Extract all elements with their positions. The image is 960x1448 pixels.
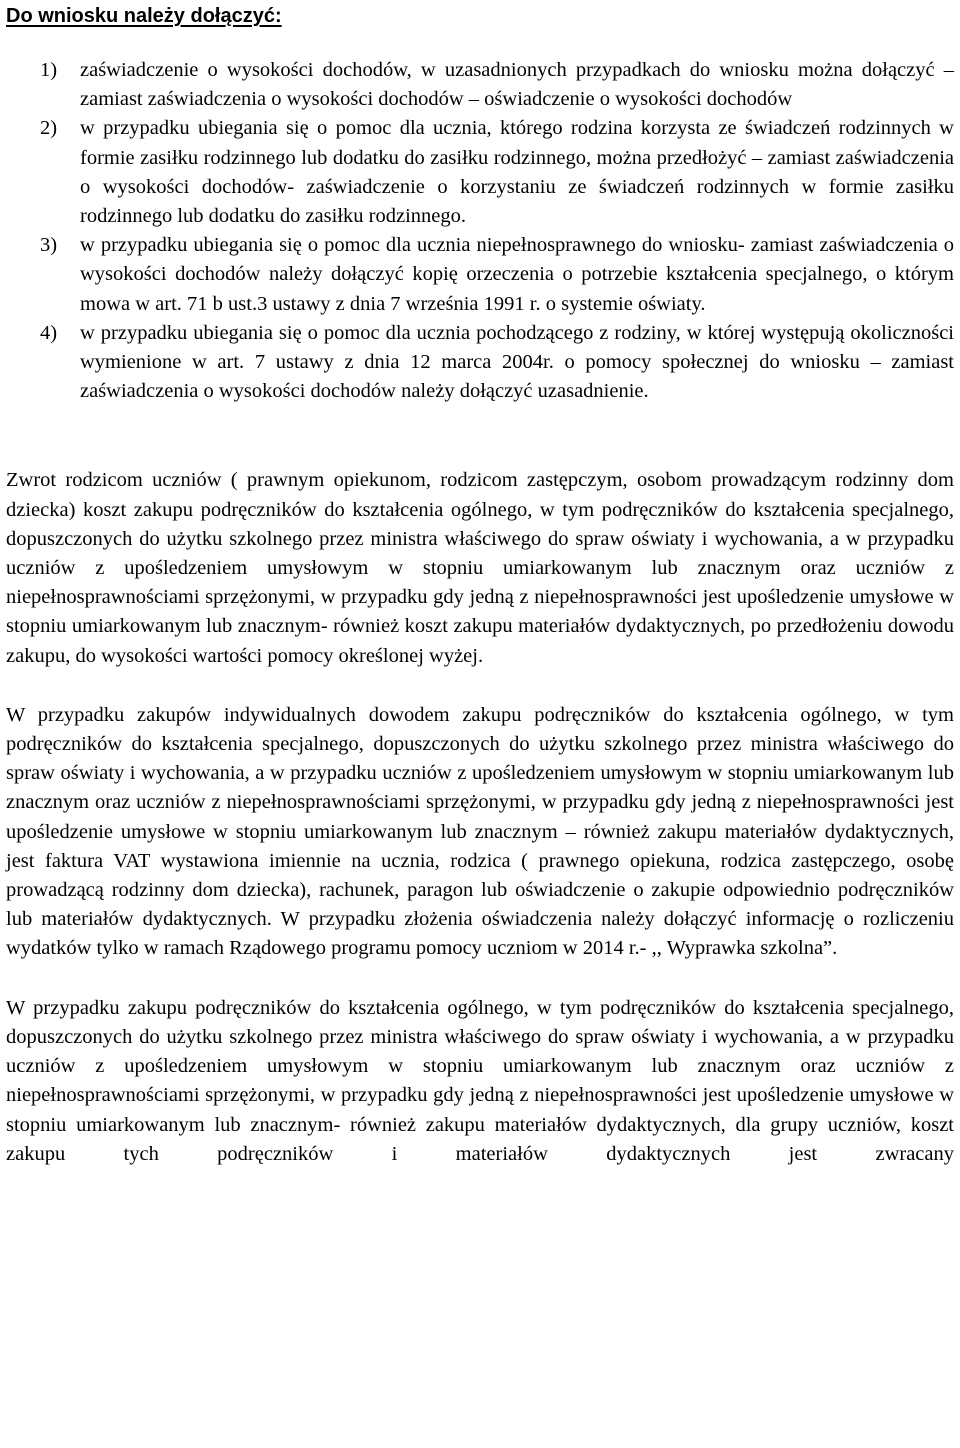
- list-item-number: 4): [40, 321, 58, 344]
- list-item: [6, 231, 954, 319]
- list-item-number: 1): [40, 59, 58, 81]
- list-item: [6, 319, 954, 407]
- refund-paragraph: Zwrot rodzicom uczniów ( prawnym opiekunom, rodzicom zastępczym, osobom prowadzącym rodzinny dom dziecka) koszt zakupu podręczników do kształcenia ogólnego, w tym podręczników do kształcenia specjalnego, dopuszczonych do użytku szkolnego przez ministra właściwego do spraw oświaty i wychowania, a w przypadku uczniów z upośledzeniem umysłowym w stopniu umiarkowanym lub znacznym oraz uczniów z niepełnosprawnościami sprzężonymi, w przypadku gdy jedną z niepełnosprawności jest upośledzenie umysłowe w stopniu umiarkowanym lub znacznym- również koszt zakupu materiałów dydaktycznych, po przedłożeniu dowodu zakupu, do wysokości wartości pomocy określonej wyżej.: [6, 469, 954, 667]
- list-item-number: 3): [40, 234, 58, 257]
- list-item-number: 2): [40, 117, 58, 140]
- list-item: [6, 56, 954, 114]
- individual-purchase-paragraph: W przypadku zakupów indywidualnych dowodem zakupu podręczników do kształcenia ogólnego, w tym podręczników do kształcenia specjalnego, dopuszczonych do użytku szkolnego przez ministra właściwego do spraw oświaty i wychowania, a w przypadku uczniów z upośledzeniem umysłowym w stopniu umiarkowanym lub znacznym oraz uczniów z niepełnosprawnościami sprzężonymi, w przypadku gdy jedną z niepełnosprawności jest upośledzenie umysłowe w stopniu umiarkowanym lub znacznym – również zakupu materiałów dydaktycznych, jest faktura VAT wystawiona imiennie na ucznia, rodzica ( prawnego opiekuna, rodzica zastępczego, osobę prowadzącą rodzinny dom dziecka), rachunek, paragon lub oświadczenie o zakupie odpowiednio podręczników lub materiałów dydaktycznych. W przypadku złożenia oświadczenia należy dołączyć informację o rozliczeniu wydatków tylko w ramach Rządowego programu pomocy uczniom w 2014 r.- ,, Wyprawka szkolna”.: [6, 703, 954, 960]
- list-item: [6, 114, 954, 231]
- list-item-text: zaświadczenie o wysokości dochodów, w uzasadnionych przypadkach do wniosku można dołączyć – zamiast zaświadczenia o wysokości dochodów – oświadczenie o wysokości dochodów: [80, 59, 954, 111]
- group-purchase-paragraph: W przypadku zakupu podręczników do kształcenia ogólnego, w tym podręczników do kształcenia specjalnego, dopuszczonych do użytku szkolnego przez ministra właściwego do spraw oświaty i wychowania, a w przypadku uczniów z upośledzeniem umysłowym w stopniu umiarkowanym lub znacznym oraz uczniów z niepełnosprawnościami sprzężonymi, w przypadku gdy jedną z niepełnosprawności jest upośledzenie umysłowe w stopniu umiarkowanym lub znacznym- również zakupu materiałów dydaktycznych, dla grupy uczniów, koszt zakupu tych podręczników i materiałów dydaktycznych jest zwracany: [6, 996, 954, 1165]
- list-item-text: w przypadku ubiegania się o pomoc dla ucznia niepełnosprawnego do wniosku- zamiast zaświadczenia o wysokości dochodów należy dołączyć kopię orzeczenia o potrzebie kształcenia specjalnego, o którym mowa w art. 71 b ust.3 ustawy z dnia 7 września 1991 r. o systemie oświaty.: [80, 234, 954, 315]
- list-item-text: w przypadku ubiegania się o pomoc dla ucznia, którego rodzina korzysta ze świadczeń rodzinnych w formie zasiłku rodzinnego lub dodatku do zasiłku rodzinnego, można przedłożyć – zamiast zaświadczenia o wysokości dochodów- zaświadczenie o korzystaniu ze świadczeń rodzinnych w formie zasiłku rodzinnego lub dodatku do zasiłku rodzinnego.: [80, 117, 954, 228]
- list-item-text: w przypadku ubiegania się o pomoc dla ucznia pochodzącego z rodziny, w której występują okoliczności wymienione w art. 7 ustawy z dnia 12 marca 2004r. o pomocy społecznej do wniosku – zamiast zaświadczenia o wysokości dochodów należy dołączyć uzasadnienie.: [80, 321, 954, 403]
- attachments-list: [6, 56, 954, 406]
- attachments-heading: Do wniosku należy dołączyć:: [6, 5, 282, 27]
